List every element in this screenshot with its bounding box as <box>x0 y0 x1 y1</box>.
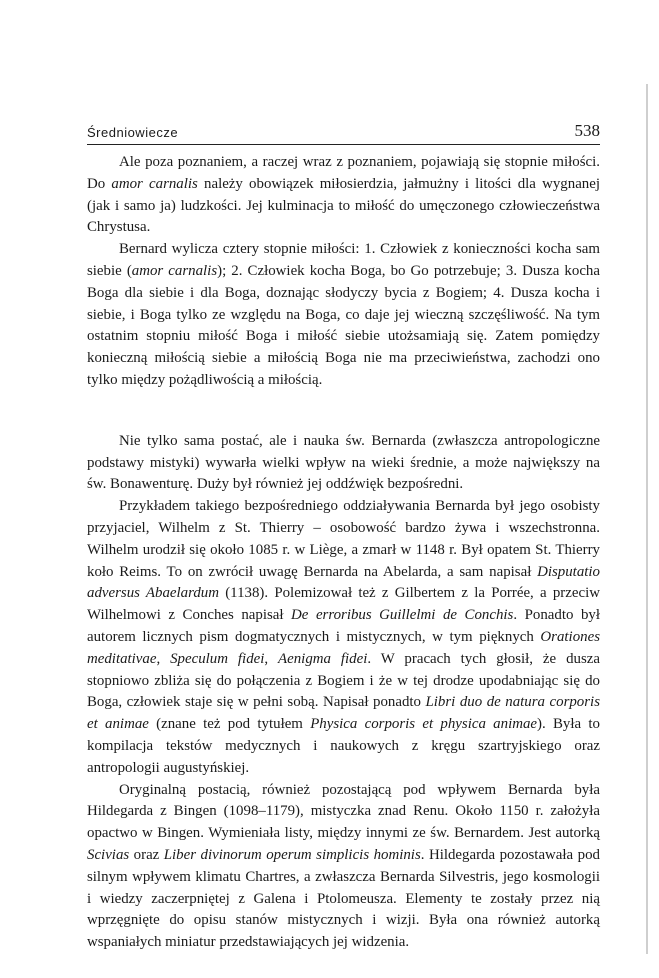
italic-title: amor carnalis <box>111 175 198 192</box>
text-run: Przykładem takiego bezpośredniego oddziaływania Bernarda był jego osobisty przyjaciel, Wilhelm z St. Thierry – osobowość bardzo żywa i wszechstronna. Wilhelm urodził się około 1085 r. w Liège, a zmarł w 1148 r. Był opatem St. Thierry koło Reims. To on zwrócił uwagę Bernarda na Abelarda, a sam napisał <box>87 498 600 580</box>
text-run: Oryginalną postacią, również pozostającą pod wpływem Bernarda była Hildegarda z Bingen (1098–1179), mistyczka znad Renu. Około 1150 r. założyła opactwo w Bingen. Wymieniała listy, między innymi ze św. Bernardem. Jest autorką <box>87 781 600 842</box>
italic-title: Libri duo de natura corporis et animae <box>87 694 600 733</box>
paragraph <box>87 431 600 496</box>
running-title: Średniowiecze <box>87 125 179 140</box>
text-run: , <box>156 650 171 667</box>
page-number: 538 <box>574 121 600 140</box>
italic-title: amor carnalis <box>131 262 218 279</box>
italic-title: Speculum fidei <box>170 650 265 667</box>
text-run: Bernard wylicza cztery stopnie miłości: 1. Człowiek z konieczności kocha sam siebie ( <box>87 241 600 279</box>
paragraph <box>87 496 600 779</box>
text-run: Nie tylko sama postać, ale i nauka św. Bernarda (zwłaszcza antropologiczne podstawy mistyki) wywarła wielki wpływ na wieki średnie, a może największy na św. Bonawenturę. Duży był również jej oddźwięk bezpośredni. <box>87 432 600 493</box>
scan-edge-shadow <box>646 84 648 954</box>
text-run: należy obowiązek miłosierdzia, jałmużny i litości dla wygnanej (jak i samo ja) ludzkości. Jej kulminacja to miłość do umęczonego człowieczeństwa Chrystusa. <box>87 175 600 236</box>
italic-title: Liber divinorum operum simplicis hominis <box>163 846 421 863</box>
italic-title: Aenigma fidei <box>278 650 368 667</box>
text-run: . Ponadto był autorem licznych pism dogmatycznych i mistycznych, w tym pięknych <box>87 607 600 645</box>
text-run: (znane też pod tytułem <box>148 716 311 733</box>
italic-title: Scivias <box>87 846 130 863</box>
italic-title: Physica corporis et physica animae <box>310 716 538 733</box>
italic-title: De erroribus Guillelmi de Conchis <box>291 607 514 624</box>
paragraph <box>87 152 600 239</box>
text-run: Ale poza poznaniem, a raczej wraz z poznaniem, pojawiają się stopnie miłości. Do <box>87 154 600 192</box>
text-run: oraz <box>129 846 164 863</box>
text-run: . Hildegarda pozostawała pod silnym wpływem klimatu Chartres, a zwłaszcza Bernarda Silvestris, jego kosmologii i wiedzy zaczerpniętej z Galena i Ptolomeusza. Elementy te zostały przez nią wprzęgnięte do opisu stanów mistycznych i wizji. Była ona również autorką wspaniałych miniatur przedstawiających jej widzenia. <box>87 846 600 951</box>
paragraph <box>87 780 600 954</box>
italic-title: Orationes meditativae <box>87 628 600 667</box>
text-run: (1138). Polemizował też z Gilbertem z la Porrée, a przeciw Wilhelmowi z Conches napisał <box>87 585 600 624</box>
body-text <box>87 152 600 954</box>
paragraph <box>87 239 600 392</box>
running-head <box>87 121 600 141</box>
text-run: ). Była to kompilacja tekstów medycznych i naukowych z kręgu szartryjskiego oraz antropologii augustyńskiej. <box>87 716 600 776</box>
text-run: , <box>264 650 279 667</box>
text-run: . W pracach tych głosił, że dusza stopniowo zbliża się do połączenia z Bogiem i że w tej drodze upodabniając się do Boga, człowiek staje się w pełni sobą. Napisał ponadto <box>87 650 600 711</box>
header-rule <box>87 144 600 145</box>
text-run: ); 2. Człowiek kocha Boga, bo Go potrzebuje; 3. Dusza kocha Boga dla siebie i dla Boga, doznając słodyczy bycia z Bogiem; 4. Dusza kocha i siebie, i Boga tylko ze względu na Boga, co daje jej wieczną szczęśliwość. Na tym ostatnim stopniu miłość Boga i miłość siebie utożsamiają się. Zatem pomiędzy konieczną miłością siebie a miłością Boga nie ma przeciwieństwa, zachodzi ono tylko między pożądliwością a miłością. <box>87 262 600 388</box>
italic-title: Disputatio adversus Abaelardum <box>87 563 600 602</box>
